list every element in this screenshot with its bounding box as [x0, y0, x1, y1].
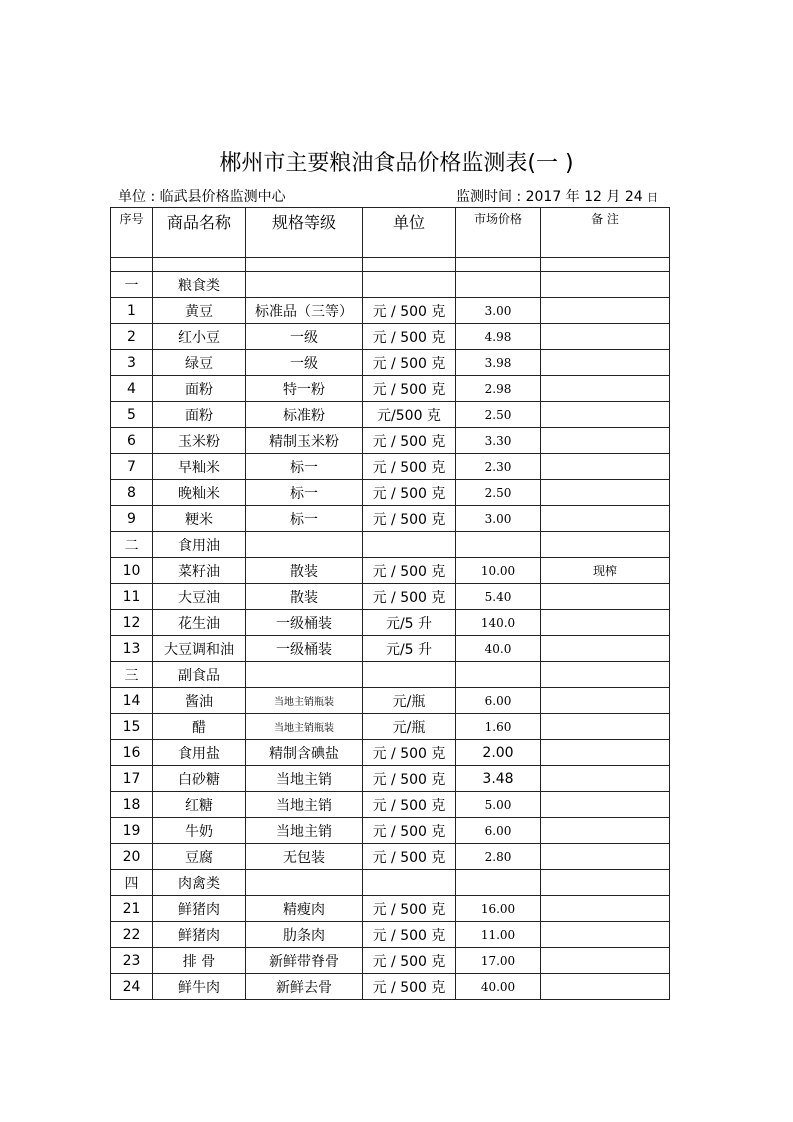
- cell-unit: 元 / 500 克: [363, 506, 456, 532]
- cell-spec: 散装: [246, 584, 363, 610]
- table-row: [111, 740, 670, 766]
- cell-remark: [541, 948, 670, 974]
- cell-price: 3.98: [456, 350, 541, 376]
- table-row: [111, 948, 670, 974]
- table-row: [111, 480, 670, 506]
- cell-remark: [541, 428, 670, 454]
- price-table: [110, 207, 670, 1000]
- empty-cell: [246, 662, 363, 688]
- cell-remark: [541, 402, 670, 428]
- cell-remark: [541, 688, 670, 714]
- table-row: [111, 714, 670, 740]
- cell-spec: 精瘦肉: [246, 896, 363, 922]
- cell-price: 2.00: [456, 740, 541, 766]
- cell-name: 黄豆: [153, 298, 246, 324]
- cell-price: 3.00: [456, 506, 541, 532]
- cell-no: 5: [111, 402, 153, 428]
- cell-name: 鲜牛肉: [153, 974, 246, 1000]
- cell-remark: [541, 584, 670, 610]
- cell-unit: 元 / 500 克: [363, 584, 456, 610]
- cell-remark: [541, 480, 670, 506]
- table-row: [111, 610, 670, 636]
- category-no: 二: [111, 532, 153, 558]
- cell-name: 粳米: [153, 506, 246, 532]
- cell-unit: 元 / 500 克: [363, 740, 456, 766]
- cell-spec: 新鲜带脊骨: [246, 948, 363, 974]
- table-row: [111, 376, 670, 402]
- table-row: [111, 688, 670, 714]
- cell-price: 2.98: [456, 376, 541, 402]
- table-row: [111, 558, 670, 584]
- cell-name: 大豆油: [153, 584, 246, 610]
- cell-spec: 无包装: [246, 844, 363, 870]
- cell-spec: 标一: [246, 480, 363, 506]
- cell-unit: 元/瓶: [363, 688, 456, 714]
- cell-no: 13: [111, 636, 153, 662]
- cell-price: 140.0: [456, 610, 541, 636]
- cell-unit: 元/5 升: [363, 610, 456, 636]
- cell-spec: 精制含碘盐: [246, 740, 363, 766]
- cell-remark: [541, 740, 670, 766]
- cell-price: 10.00: [456, 558, 541, 584]
- cell-remark: [541, 324, 670, 350]
- cell-spec: 当地主销: [246, 766, 363, 792]
- table-row: [111, 792, 670, 818]
- empty-cell: [456, 532, 541, 558]
- spacer-cell: [246, 258, 363, 272]
- table-row: [111, 428, 670, 454]
- cell-name: 酱油: [153, 688, 246, 714]
- header-unit: 单位: [363, 208, 456, 258]
- cell-spec: 当地主销: [246, 818, 363, 844]
- cell-price: 4.98: [456, 324, 541, 350]
- cell-no: 21: [111, 896, 153, 922]
- empty-cell: [541, 532, 670, 558]
- table-row: [111, 974, 670, 1000]
- cell-name: 鲜猪肉: [153, 896, 246, 922]
- cell-remark: [541, 350, 670, 376]
- cell-spec: 精制玉米粉: [246, 428, 363, 454]
- spacer-cell: [363, 258, 456, 272]
- category-row: [111, 532, 670, 558]
- cell-name: 面粉: [153, 376, 246, 402]
- table-row: [111, 818, 670, 844]
- cell-name: 食用盐: [153, 740, 246, 766]
- table-row: [111, 324, 670, 350]
- empty-cell: [541, 272, 670, 298]
- cell-remark: [541, 454, 670, 480]
- category-row: [111, 662, 670, 688]
- cell-unit: 元 / 500 克: [363, 766, 456, 792]
- cell-unit: 元 / 500 克: [363, 896, 456, 922]
- cell-remark: [541, 844, 670, 870]
- empty-cell: [363, 662, 456, 688]
- empty-cell: [363, 532, 456, 558]
- table-row: [111, 896, 670, 922]
- cell-unit: 元 / 500 克: [363, 792, 456, 818]
- cell-price: 3.48: [456, 766, 541, 792]
- cell-remark: [541, 792, 670, 818]
- cell-spec: 当地主销: [246, 792, 363, 818]
- cell-remark: [541, 766, 670, 792]
- empty-cell: [541, 870, 670, 896]
- cell-price: 40.0: [456, 636, 541, 662]
- monitoring-date: [456, 186, 658, 206]
- cell-remark: [541, 922, 670, 948]
- cell-unit: 元 / 500 克: [363, 480, 456, 506]
- monitoring-date-suffix: 日: [647, 191, 659, 204]
- cell-no: 17: [111, 766, 153, 792]
- cell-no: 23: [111, 948, 153, 974]
- cell-spec: 散装: [246, 558, 363, 584]
- header-spec: 规格等级: [246, 208, 363, 258]
- cell-spec: 特一粉: [246, 376, 363, 402]
- category-name: 粮食类: [153, 272, 246, 298]
- cell-name: 白砂糖: [153, 766, 246, 792]
- cell-remark: 现榨: [541, 558, 670, 584]
- cell-no: 24: [111, 974, 153, 1000]
- category-name: 食用油: [153, 532, 246, 558]
- cell-unit: 元 / 500 克: [363, 454, 456, 480]
- category-name: 副食品: [153, 662, 246, 688]
- cell-remark: [541, 376, 670, 402]
- cell-remark: [541, 714, 670, 740]
- header-remark: 备 注: [541, 208, 670, 258]
- cell-name: 面粉: [153, 402, 246, 428]
- cell-no: 14: [111, 688, 153, 714]
- cell-name: 早籼米: [153, 454, 246, 480]
- cell-spec: 当地主销瓶装: [246, 714, 363, 740]
- cell-unit: 元 / 500 克: [363, 948, 456, 974]
- table-row: [111, 298, 670, 324]
- cell-unit: 元/5 升: [363, 636, 456, 662]
- cell-name: 豆腐: [153, 844, 246, 870]
- cell-spec: 标准粉: [246, 402, 363, 428]
- empty-cell: [246, 532, 363, 558]
- spacer-row: [111, 258, 670, 272]
- cell-spec: 肋条肉: [246, 922, 363, 948]
- empty-cell: [541, 662, 670, 688]
- table-row: [111, 454, 670, 480]
- table-row: [111, 350, 670, 376]
- category-row: [111, 870, 670, 896]
- page-title: 郴州市主要粮油食品价格监测表(一 ): [219, 151, 574, 176]
- cell-remark: [541, 298, 670, 324]
- cell-price: 5.40: [456, 584, 541, 610]
- cell-no: 9: [111, 506, 153, 532]
- cell-spec: 一级桶装: [246, 636, 363, 662]
- cell-no: 4: [111, 376, 153, 402]
- cell-no: 15: [111, 714, 153, 740]
- spacer-cell: [153, 258, 246, 272]
- table-row: [111, 844, 670, 870]
- cell-unit: 元 / 500 克: [363, 350, 456, 376]
- cell-unit: 元 / 500 克: [363, 818, 456, 844]
- cell-no: 6: [111, 428, 153, 454]
- cell-name: 红糖: [153, 792, 246, 818]
- cell-name: 鲜猪肉: [153, 922, 246, 948]
- cell-spec: 新鲜去骨: [246, 974, 363, 1000]
- spacer-cell: [541, 258, 670, 272]
- cell-price: 16.00: [456, 896, 541, 922]
- spacer-cell: [456, 258, 541, 272]
- cell-unit: 元 / 500 克: [363, 376, 456, 402]
- table-row: [111, 636, 670, 662]
- cell-no: 18: [111, 792, 153, 818]
- empty-cell: [363, 272, 456, 298]
- cell-name: 晚籼米: [153, 480, 246, 506]
- cell-spec: 当地主销瓶装: [246, 688, 363, 714]
- cell-remark: [541, 896, 670, 922]
- cell-price: 2.80: [456, 844, 541, 870]
- cell-price: 2.50: [456, 402, 541, 428]
- cell-no: 20: [111, 844, 153, 870]
- cell-unit: 元/瓶: [363, 714, 456, 740]
- cell-no: 10: [111, 558, 153, 584]
- cell-remark: [541, 818, 670, 844]
- cell-price: 6.00: [456, 688, 541, 714]
- cell-name: 菜籽油: [153, 558, 246, 584]
- table-row: [111, 766, 670, 792]
- reporting-unit: 单位 : 临武县价格监测中心: [118, 189, 286, 205]
- cell-unit: 元/500 克: [363, 402, 456, 428]
- cell-price: 11.00: [456, 922, 541, 948]
- table-row: [111, 402, 670, 428]
- category-no: 三: [111, 662, 153, 688]
- cell-price: 3.30: [456, 428, 541, 454]
- cell-name: 排 骨: [153, 948, 246, 974]
- table-row: [111, 922, 670, 948]
- category-no: 四: [111, 870, 153, 896]
- spacer-cell: [111, 258, 153, 272]
- cell-no: 8: [111, 480, 153, 506]
- table-row: [111, 506, 670, 532]
- cell-name: 牛奶: [153, 818, 246, 844]
- cell-remark: [541, 506, 670, 532]
- cell-spec: 标准品（三等）: [246, 298, 363, 324]
- category-row: [111, 272, 670, 298]
- header-name: 商品名称: [153, 208, 246, 258]
- cell-unit: 元 / 500 克: [363, 974, 456, 1000]
- cell-unit: 元 / 500 克: [363, 922, 456, 948]
- header-price: 市场价格: [456, 208, 541, 258]
- empty-cell: [363, 870, 456, 896]
- category-no: 一: [111, 272, 153, 298]
- empty-cell: [246, 272, 363, 298]
- cell-no: 2: [111, 324, 153, 350]
- empty-cell: [246, 870, 363, 896]
- empty-cell: [456, 272, 541, 298]
- cell-spec: 一级桶装: [246, 610, 363, 636]
- cell-no: 11: [111, 584, 153, 610]
- cell-remark: [541, 636, 670, 662]
- table-header-row: [111, 208, 670, 258]
- cell-no: 3: [111, 350, 153, 376]
- cell-remark: [541, 974, 670, 1000]
- cell-unit: 元 / 500 克: [363, 558, 456, 584]
- cell-name: 红小豆: [153, 324, 246, 350]
- cell-spec: 标一: [246, 454, 363, 480]
- cell-unit: 元 / 500 克: [363, 844, 456, 870]
- cell-price: 2.50: [456, 480, 541, 506]
- table-row: [111, 584, 670, 610]
- cell-price: 5.00: [456, 792, 541, 818]
- cell-spec: 一级: [246, 324, 363, 350]
- cell-spec: 标一: [246, 506, 363, 532]
- cell-no: 7: [111, 454, 153, 480]
- cell-price: 40.00: [456, 974, 541, 1000]
- cell-name: 花生油: [153, 610, 246, 636]
- cell-unit: 元 / 500 克: [363, 324, 456, 350]
- category-name: 肉禽类: [153, 870, 246, 896]
- cell-spec: 一级: [246, 350, 363, 376]
- cell-no: 12: [111, 610, 153, 636]
- cell-name: 绿豆: [153, 350, 246, 376]
- cell-unit: 元 / 500 克: [363, 428, 456, 454]
- empty-cell: [456, 662, 541, 688]
- cell-no: 1: [111, 298, 153, 324]
- cell-unit: 元 / 500 克: [363, 298, 456, 324]
- cell-name: 大豆调和油: [153, 636, 246, 662]
- cell-name: 醋: [153, 714, 246, 740]
- cell-no: 19: [111, 818, 153, 844]
- cell-price: 2.30: [456, 454, 541, 480]
- monitoring-date-text: 监测时间 : 2017 年 12 月 24: [456, 189, 643, 205]
- empty-cell: [456, 870, 541, 896]
- cell-price: 3.00: [456, 298, 541, 324]
- cell-name: 玉米粉: [153, 428, 246, 454]
- cell-price: 6.00: [456, 818, 541, 844]
- cell-price: 17.00: [456, 948, 541, 974]
- cell-price: 1.60: [456, 714, 541, 740]
- cell-remark: [541, 610, 670, 636]
- cell-no: 16: [111, 740, 153, 766]
- header-no: 序号: [111, 208, 153, 258]
- cell-no: 22: [111, 922, 153, 948]
